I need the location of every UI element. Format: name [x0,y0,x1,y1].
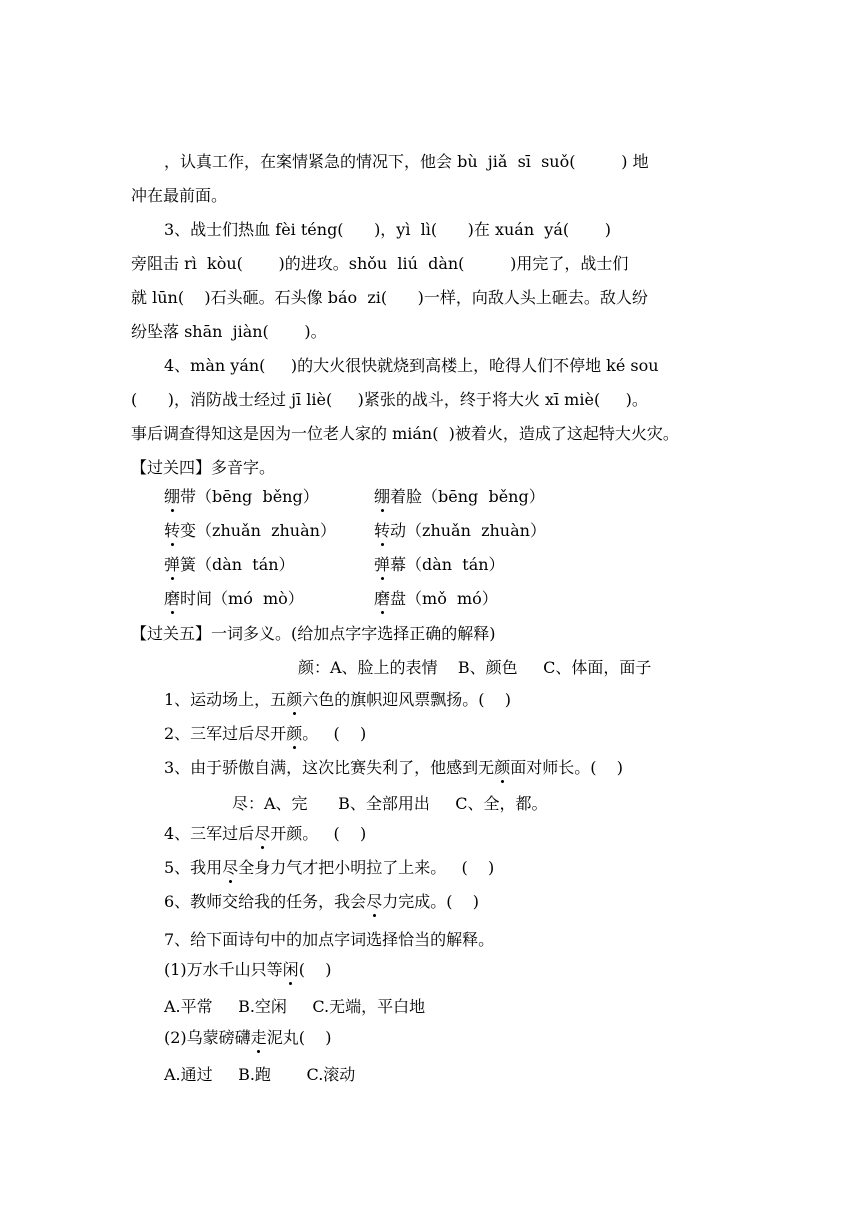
polyphone-item: 绷着脸（bēng běng） [374,487,545,506]
polyphone-item: 弹幕（dàn tán） [374,555,505,574]
dotted-char: 绷 [374,487,391,506]
dotted-char: 闲 [282,960,299,979]
dotted-char: 颜 [494,758,511,777]
dotted-char: 转 [164,521,181,540]
dotted-char: 弹 [374,555,391,574]
question-5: 5、我用尽全身力气才把小明拉了上来。 ( ) [164,858,495,877]
passage-line-5: 就 lūn( )石头砸。石头像 báo zi( )一样，向敌人头上砸去。敌人纷 [131,288,648,307]
passage-line-6: 纷坠落 shān jiàn( )。 [131,322,327,341]
question-3: 3、由于骄傲自满，这次比赛失利了，他感到无颜面对师长。( ) [164,758,624,777]
poem-item-1-options: A.平常 B.空闲 C.无端，平白地 [164,997,426,1016]
question-4: 4、三军过后尽开颜。 ( ) [164,824,367,843]
dotted-char: 弹 [164,555,181,574]
dotted-char: 走 [250,1028,267,1047]
polyphone-item: 转变（zhuǎn zhuàn） [164,521,336,540]
polyphone-item: 磨盘（mǒ mó） [374,589,498,608]
passage-line-2: 冲在最前面。 [131,186,228,205]
section4-heading: 【过关四】多音字。 [131,458,276,477]
poem-item-2-options: A.通过 B.跑 C.滚动 [164,1065,356,1084]
yan-options: 颜：A、脸上的表情 B、颜色 C、体面，面子 [298,658,652,677]
polyphone-item: 弹簧（dàn tán） [164,555,295,574]
polyphone-item: 绷带（bēng běng） [164,487,319,506]
dotted-char: 尽 [254,824,271,843]
passage-line-4: 旁阻击 rì kòu( )的进攻。shǒu liú dàn( )用完了，战士们 [131,254,629,273]
jin-options: 尽：A、完 B、全部用出 C、全，都。 [232,794,548,813]
passage-line-9: 事后调查得知这是因为一位老人家的 mián( )被着火，造成了这起特大火灾。 [131,424,679,443]
polyphone-item: 磨时间（mó mò） [164,589,304,608]
polyphone-item: 转动（zhuǎn zhuàn） [374,521,546,540]
section5-heading: 【过关五】一词多义。(给加点字字选择正确的解释) [131,624,496,643]
dotted-char: 尽 [222,858,239,877]
question-6: 6、教师交给我的任务，我会尽力完成。( ) [164,892,480,911]
passage-line-8: ( )，消防战士经过 jī liè( )紧张的战斗，终于将大火 xī miè( )。 [131,390,648,409]
question-7: 7、给下面诗句中的加点字词选择恰当的解释。 [164,930,495,949]
dotted-char: 尽 [366,892,383,911]
dotted-char: 磨 [374,589,391,608]
dotted-char: 颜 [286,724,303,743]
question-1: 1、运动场上，五颜六色的旗帜迎风票飘扬。( ) [164,690,512,709]
passage-line-1: ，认真工作，在案情紧急的情况下，他会 bù jiǎ sī suǒ( ) 地 [164,152,649,171]
poem-item-1: (1)万水千山只等闲( ) [164,960,332,979]
question-2: 2、三军过后尽开颜。 ( ) [164,724,367,743]
passage-line-7: 4、màn yán( )的大火很快就烧到高楼上，呛得人们不停地 ké sou [164,356,659,375]
dotted-char: 颜 [286,690,303,709]
dotted-char: 绷 [164,487,181,506]
dotted-char: 转 [374,521,391,540]
poem-item-2: (2)乌蒙磅礴走泥丸( ) [164,1028,332,1047]
passage-line-3: 3、战士们热血 fèi téng( )，yì lì( )在 xuán yá( ) [164,220,611,239]
dotted-char: 磨 [164,589,181,608]
